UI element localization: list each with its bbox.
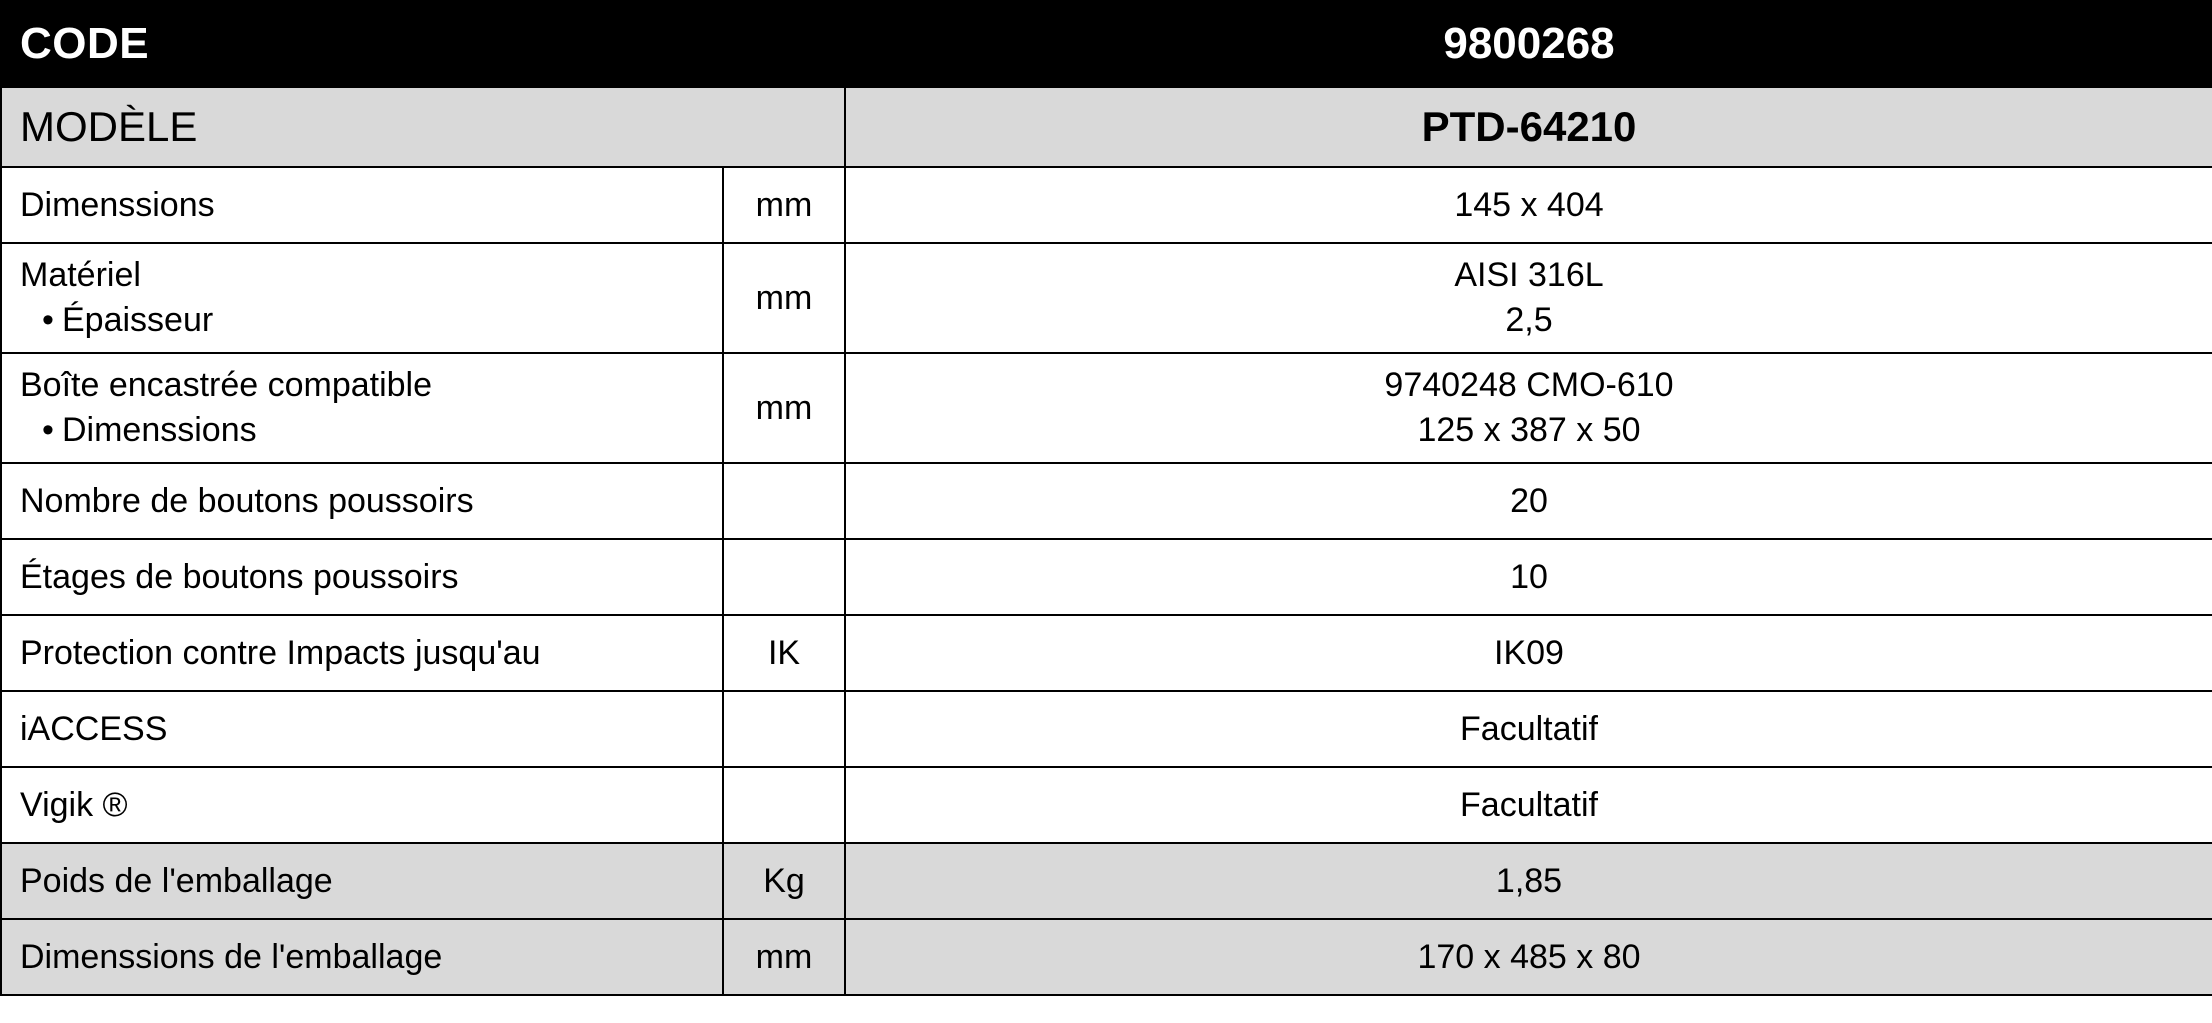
spec-value-line-1: AISI 316L: [1454, 256, 1604, 295]
spec-unit: Kg: [723, 843, 845, 919]
spec-label: Nombre de boutons poussoirs: [1, 463, 723, 539]
spec-label: Matériel: [20, 256, 141, 295]
table-row: [1, 167, 2212, 243]
spec-unit: [723, 539, 845, 615]
model-label: MODÈLE: [1, 87, 845, 167]
spec-value-group: [845, 243, 2212, 353]
table-row-model: [1, 87, 2212, 167]
spec-value: 10: [845, 539, 2212, 615]
spec-label: Boîte encastrée compatible: [20, 366, 433, 405]
spec-value: 170 x 485 x 80: [845, 919, 2212, 995]
table-row: [1, 615, 2212, 691]
spec-label: iACCESS: [1, 691, 723, 767]
spec-label: Dimenssions: [1, 167, 723, 243]
spec-value: 1,85: [845, 843, 2212, 919]
spec-label: Poids de l'emballage: [1, 843, 723, 919]
spec-unit: [723, 691, 845, 767]
spec-value: 145 x 404: [845, 167, 2212, 243]
spec-value-line-2: 2,5: [1505, 301, 1553, 339]
spec-unit: mm: [723, 919, 845, 995]
spec-value-line-2: 125 x 387 x 50: [1417, 411, 1641, 449]
spec-sub-label: • Dimenssions: [20, 408, 722, 453]
table-row: [1, 463, 2212, 539]
spec-label: Protection contre Impacts jusqu'au: [1, 615, 723, 691]
spec-value: 20: [845, 463, 2212, 539]
code-label: CODE: [1, 1, 845, 87]
spec-unit: mm: [723, 167, 845, 243]
table-row: [1, 767, 2212, 843]
spec-unit: mm: [723, 243, 845, 353]
spec-label: Dimenssions de l'emballage: [1, 919, 723, 995]
spec-label: Vigik ®: [1, 767, 723, 843]
spec-value-line-1: 9740248 CMO-610: [1384, 366, 1674, 405]
spec-sub-label: • Épaisseur: [20, 298, 722, 343]
model-value: PTD-64210: [845, 87, 2212, 167]
table-row-code: [1, 1, 2212, 87]
spec-value: Facultatif: [845, 691, 2212, 767]
spec-label: Étages de boutons poussoirs: [1, 539, 723, 615]
spec-unit: mm: [723, 353, 845, 463]
spec-value: Facultatif: [845, 767, 2212, 843]
spec-label-group: [1, 243, 723, 353]
spec-value-group: [845, 353, 2212, 463]
code-value: 9800268: [845, 1, 2212, 87]
table-row: [1, 919, 2212, 995]
table-row: [1, 843, 2212, 919]
spec-unit: IK: [723, 615, 845, 691]
spec-value: IK09: [845, 615, 2212, 691]
spec-unit: [723, 463, 845, 539]
spec-label-group: [1, 353, 723, 463]
table-row: [1, 353, 2212, 463]
table-row: [1, 691, 2212, 767]
table-row: [1, 539, 2212, 615]
spec-unit: [723, 767, 845, 843]
table-row: [1, 243, 2212, 353]
